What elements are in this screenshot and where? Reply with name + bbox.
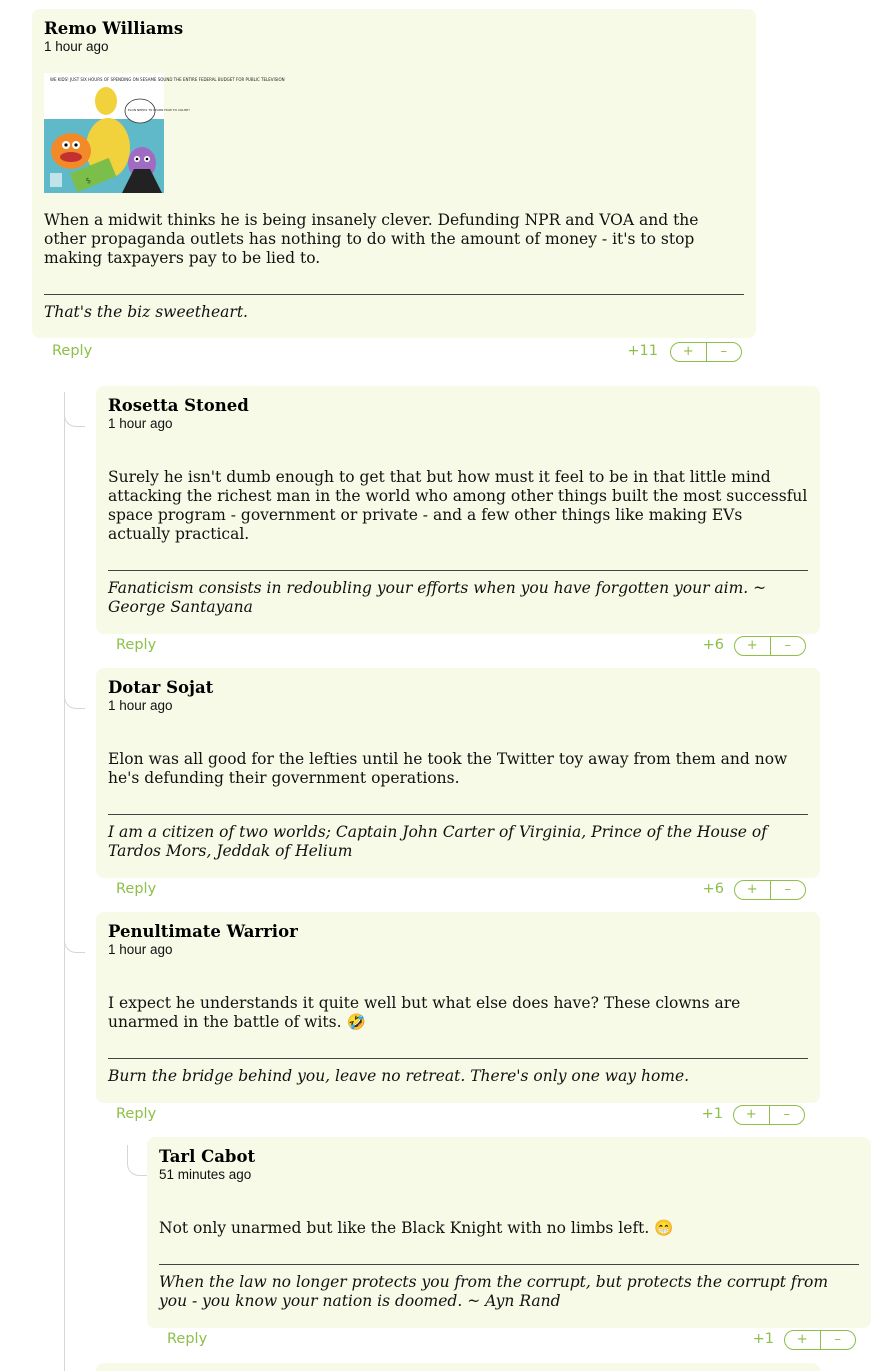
downvote-button[interactable]: – (783, 1107, 790, 1122)
svg-text:$: $ (84, 175, 93, 186)
upvote-button[interactable]: + (785, 1331, 821, 1349)
downvote-button[interactable]: – (784, 638, 791, 653)
comment (96, 668, 820, 878)
comment-signature: I am a citizen of two worlds; Captain John Carter of Virginia, Prince of the House of Tardos Mors, Jeddak of Helium (108, 814, 808, 861)
downvote-button[interactable]: – (834, 1332, 841, 1347)
comment-author[interactable]: Penultimate Warrior (108, 922, 298, 941)
comment-body: Not only unarmed but like the Black Knight with no limbs left. 😁 (159, 1219, 674, 1237)
thread-connector (127, 1145, 148, 1176)
comment-actions (116, 1105, 805, 1127)
vote-control (734, 636, 806, 656)
comment (147, 1137, 871, 1328)
comment-author[interactable]: Rosetta Stoned (108, 396, 249, 415)
thread-line (64, 392, 65, 1371)
vote-score: +6 (702, 881, 724, 897)
thread-connector (64, 922, 85, 953)
vote-control (733, 1105, 805, 1125)
comment-author[interactable]: Remo Williams (44, 19, 184, 38)
comment-body: Elon was all good for the lefties until he took the Twitter toy away from them and now he's defunding their government operations. (108, 750, 788, 787)
upvote-button[interactable]: + (734, 1106, 770, 1124)
comment-partial (96, 1363, 820, 1371)
comment-actions (167, 1330, 856, 1352)
comment-timestamp: 1 hour ago (44, 39, 109, 54)
comment-body: Surely he isn't dumb enough to get that but how must it feel to be in that little mind attacking the richest man in the world who among other things built the most successful space program - government or private - and a few other things like making EVs actually practical. (108, 468, 808, 543)
comment-image[interactable] (44, 73, 285, 193)
upvote-button[interactable]: + (735, 637, 771, 655)
comment (96, 912, 820, 1103)
comment (32, 9, 756, 338)
downvote-button[interactable]: – (720, 344, 727, 359)
comment-actions (116, 880, 806, 902)
upvote-button[interactable]: + (671, 343, 707, 361)
cartoon-caption: WE KIDS! JUST SIX HOURS OF SPENDING ON SESAME SOUND THE ENTIRE FEDERAL BUDGET FOR PUBLIC TELEVISION (50, 77, 285, 82)
reply-button[interactable]: Reply (52, 343, 93, 359)
reply-button[interactable]: Reply (116, 881, 157, 897)
vote-score: +6 (702, 637, 724, 653)
vote-control (784, 1330, 856, 1350)
comment-signature: That's the biz sweetheart. (44, 294, 744, 322)
comment-signature: Fanaticism consists in redoubling your efforts when you have forgotten your aim. ~ George Santayana (108, 570, 808, 617)
comment-timestamp: 51 minutes ago (159, 1167, 252, 1182)
thread-connector (64, 678, 85, 709)
reply-button[interactable]: Reply (116, 637, 157, 653)
comment-author[interactable]: Dotar Sojat (108, 678, 214, 697)
comment-actions (52, 342, 742, 364)
vote-score: +1 (752, 1331, 774, 1347)
comment-signature: When the law no longer protects you from the corrupt, but protects the corrupt from you - you know your nation is doomed. ~ Ayn Rand (159, 1264, 859, 1311)
cartoon-speech: ELON NEEDS TO LEARN HOW TO COUNT! (128, 108, 190, 112)
downvote-button[interactable]: – (784, 882, 791, 897)
comment-timestamp: 1 hour ago (108, 942, 173, 957)
comment-signature: Burn the bridge behind you, leave no retreat. There's only one way home. (108, 1058, 808, 1086)
vote-score: +11 (627, 343, 658, 359)
reply-button[interactable]: Reply (167, 1331, 208, 1347)
comment-timestamp: 1 hour ago (108, 416, 173, 431)
vote-score: +1 (701, 1106, 723, 1122)
comment-actions (116, 636, 806, 658)
comment-timestamp: 1 hour ago (108, 698, 173, 713)
comment-author[interactable]: Tarl Cabot (159, 1147, 256, 1166)
comment-body: When a midwit thinks he is being insanely clever. Defunding NPR and VOA and the other propaganda outlets has nothing to do with the amount of money - it's to stop making taxpayers pay to be lied to. (44, 211, 699, 267)
upvote-button[interactable]: + (735, 881, 771, 899)
reply-button[interactable]: Reply (116, 1106, 157, 1122)
thread-connector (64, 396, 85, 427)
vote-control (734, 880, 806, 900)
comment-body: I expect he understands it quite well but what else does have? These clowns are unarmed in the battle of wits. 🤣 (108, 994, 741, 1031)
comment (96, 386, 820, 634)
vote-control (670, 342, 742, 362)
